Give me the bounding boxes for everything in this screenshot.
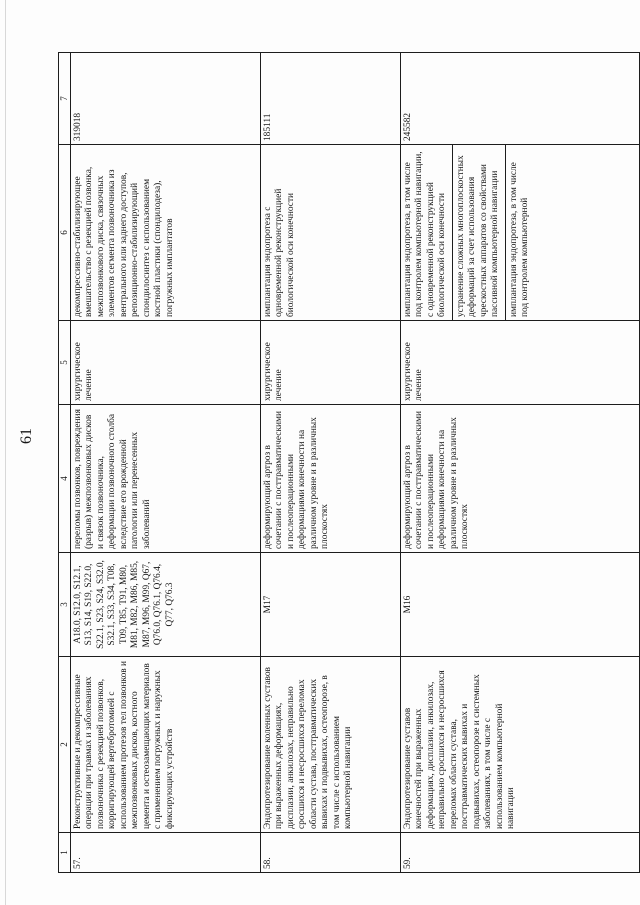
treatment-table [58, 52, 640, 873]
scan-edge [5, 0, 6, 905]
procedure-name: Эндопротезирование коленных суставов при выраженных деформациях, дисплазии, анкилозах, неправильно сросшихся и несросшихся переломах области сустава, посттравматических вывихах и подвывихах, остеопорозе, в том числе с использованием компьютерной навигации [260, 657, 400, 833]
column-header: 2 [59, 657, 71, 833]
page-number: 61 [18, 428, 35, 444]
row-number: 57. [70, 833, 260, 873]
patient-model: деформирующий артроз в сочетании с посттравматическими и послеоперационными деформациями конечности на различном уровне и в различных плоскостях [260, 405, 400, 553]
column-header: 6 [59, 145, 71, 321]
column-header: 7 [59, 53, 71, 145]
cost-value: 185111 [260, 53, 400, 145]
patient-model: переломы позвонков, повреждения (разрыв) межпозвонковых дисков и связок позвоночника, деформации позвоночного столба вследствие его врожденной патологии или перенесенных заболеваний [70, 405, 260, 553]
column-number-row [59, 53, 71, 873]
column-header: 3 [59, 553, 71, 657]
row-number: 59. [400, 833, 639, 873]
cost-value: 245582 [400, 53, 639, 145]
treatment-type: хирургическое лечение [260, 321, 400, 405]
procedure-name: Эндопротезирование суставов конечностей при выраженных деформациях, дисплазии, анкилозах, неправильно сросшихся и несросшихся переломах области сустава, посттравматических вывихах и подвывихах, остеопорозе и системных заболеваниях, в том числе с использованием компьютерной навигации [400, 657, 639, 833]
icd-codes: M17 [260, 553, 400, 657]
rotated-table-wrapper [58, 53, 640, 873]
method-item: имплантация эндопротеза, в том числе под контролем компьютерной навигации, с одновременной реконструкцией биологической оси конечности [402, 151, 448, 317]
row-number: 58. [260, 833, 400, 873]
column-header: 4 [59, 405, 71, 553]
treatment-type: хирургическое лечение [400, 321, 639, 405]
cost-value: 319018 [70, 53, 260, 145]
treatment-method [260, 145, 400, 321]
treatment-method [70, 145, 260, 321]
method-item: имплантация эндопротеза, в том числе под контролем компьютерной [505, 145, 532, 320]
icd-codes: M16 [400, 553, 639, 657]
method-item: имплантация эндопротеза с одновременной реконструкцией биологической оси конечности [262, 188, 296, 317]
patient-model: деформирующий артроз в сочетании с посттравматическими и послеоперационными деформациями конечности на различном уровне и в различных плоскостях [400, 405, 639, 553]
table-row [260, 53, 400, 873]
table-row [70, 53, 260, 873]
treatment-type: хирургическое лечение [70, 321, 260, 405]
icd-codes: A18.0, S12.0, S12.1, S13, S14, S19, S22.0, S22.1, S23, S24, S32.0, S32.1, S33, S34, T08, T09, T85, T91, M80, M81, M82, M86, M85, M87, M96, M99, Q67, Q76.0, Q76.1, Q76.4, Q77, Q76.3 [70, 553, 260, 657]
column-header: 5 [59, 321, 71, 405]
column-header: 1 [59, 833, 71, 873]
procedure-name: Реконструктивные и декомпрессивные операции при травмах и заболеваниях позвоночника с резекцией позвонков, корригирующей вертебротомией с использованием протезов тел позвонков и межпозвонковых дисков, костного цемента и остеозамещающих материалов с применением погружных и наружных фиксирующих устройств [70, 657, 260, 833]
table-row [400, 53, 639, 873]
treatment-method [400, 145, 639, 321]
method-item: устранение сложных многоплоскостных деформаций за счет использования чрескостных аппаратов со свойствами пассивной компьютерной навигации [452, 145, 502, 320]
method-item: декомпрессивно-стабилизирующее вмешательство с резекцией позвонка, межпозвонкового диска, связочных элементов сегмента позвоночника из вентрального или заднего доступов, репозиционно-стабилизирующий спондилосинтез с использованием костной пластики (спондилодеза), погружных имплантатов [72, 166, 175, 317]
